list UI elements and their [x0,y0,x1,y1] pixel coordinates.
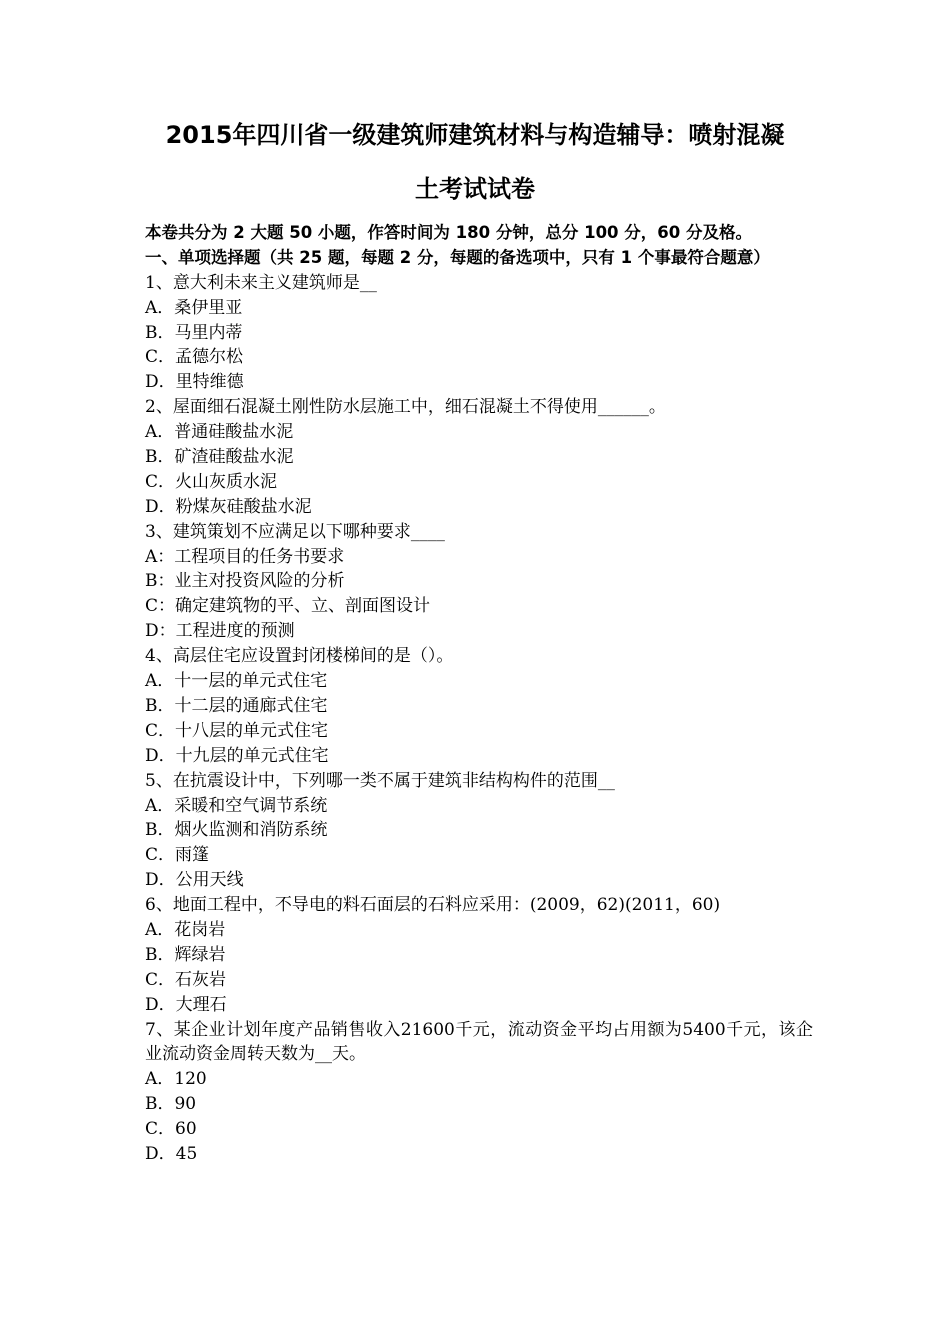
answer-option: A．桑伊里亚 [145,297,243,318]
answer-option: D．大理石 [145,994,227,1015]
answer-option: B．90 [145,1094,197,1115]
answer-option: A．花岗岩 [145,919,226,940]
exam-intro: 本卷共分为 2 大题 50 小题，作答时间为 180 分钟，总分 100 分，60 分及格。 [145,223,752,242]
answer-option: B．辉绿岩 [145,944,226,965]
answer-option: D：工程进度的预测 [145,621,295,642]
document-title-line-2: 土考试试卷 [415,175,535,203]
answer-option: D．十九层的单元式住宅 [145,745,329,766]
question-stem: 3、建筑策划不应满足以下哪种要求____ [145,521,445,542]
answer-option: A．采暖和空气调节系统 [145,795,328,816]
answer-option: C．孟德尔松 [145,347,244,368]
answer-option: C．石灰岩 [145,969,227,990]
answer-option: D．里特维德 [145,372,244,393]
answer-option: A．120 [145,1069,207,1090]
answer-option: C．60 [145,1119,197,1140]
answer-option: A．十一层的单元式住宅 [145,671,328,692]
answer-option: B．十二层的通廊式住宅 [145,695,328,716]
question-stem: 4、高层住宅应设置封闭楼梯间的是（）。 [145,646,454,667]
answer-option: C．火山灰质水泥 [145,471,278,492]
answer-option: B：业主对投资风险的分析 [145,571,345,592]
section-heading: 一、单项选择题（共 25 题，每题 2 分，每题的备选项中，只有 1 个事最符合题意） [145,247,770,267]
question-stem: 5、在抗震设计中，下列哪一类不属于建筑非结构构件的范围__ [145,770,615,791]
answer-option: D．公用天线 [145,870,244,891]
answer-option: B．烟火监测和消防系统 [145,820,328,841]
question-stem: 6、地面工程中，不导电的料石面层的石料应采用：(2009，62)(2011，60) [145,895,721,916]
question-stem: 7、某企业计划年度产品销售收入21600千元，流动资金平均占用额为5400千元，该企业流动资金周转天数为__天。 [145,1019,813,1065]
question-stem: 2、屋面细石混凝土刚性防水层施工中，细石混凝土不得使用______。 [145,397,666,418]
answer-option: B．马里内蒂 [145,322,243,343]
question-stem: 1、意大利未来主义建筑师是__ [145,272,377,293]
answer-option: A．普通硅酸盐水泥 [145,422,294,443]
answer-option: C：确定建筑物的平、立、剖面图设计 [145,596,431,617]
answer-option: D．45 [145,1144,198,1164]
document-body [145,221,813,1167]
answer-option: B．矿渣硅酸盐水泥 [145,447,294,468]
document-title-line-1: 2015年四川省一级建筑师建筑材料与构造辅导：喷射混凝 [165,121,785,149]
answer-option: A：工程项目的任务书要求 [145,546,345,567]
answer-option: D．粉煤灰硅酸盐水泥 [145,496,312,517]
answer-option: C．十八层的单元式住宅 [145,720,329,741]
answer-option: C．雨篷 [145,845,210,866]
